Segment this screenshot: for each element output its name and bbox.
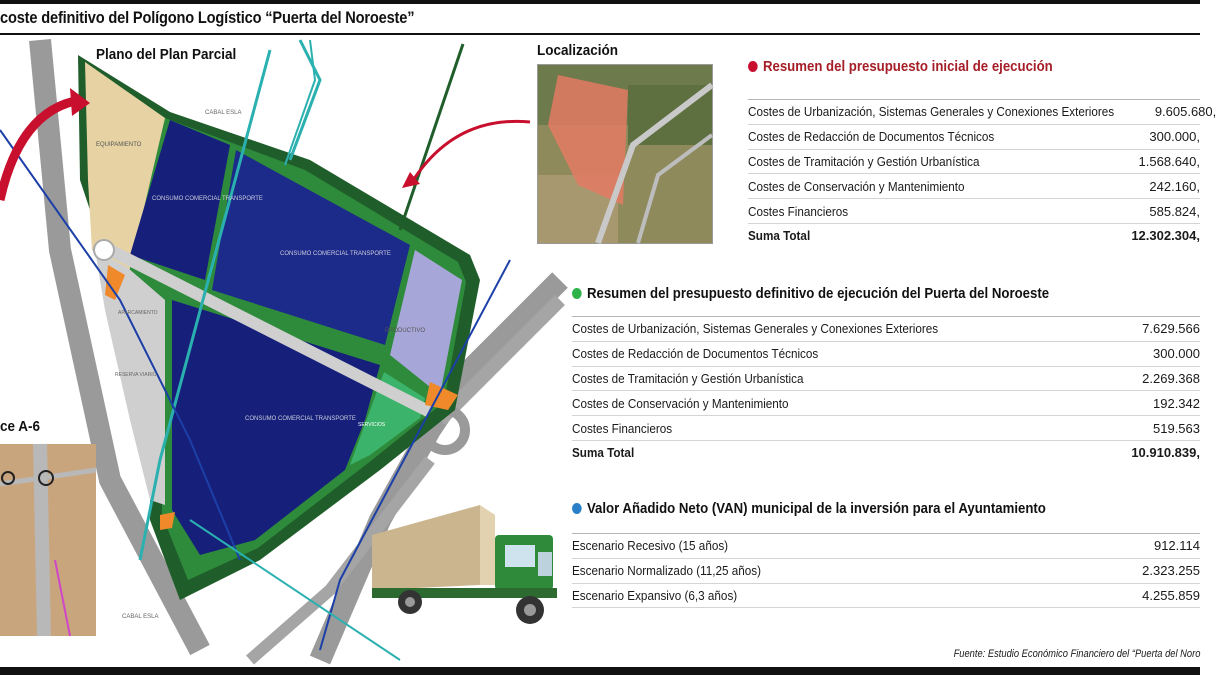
localizacion-label: Localización — [537, 42, 619, 59]
zone-label-servicios: SERVICIOS — [358, 422, 386, 428]
row-label: Escenario Expansivo (6,3 años) — [572, 587, 738, 603]
label-cabal-bottom: CABAL ESLA — [122, 614, 159, 620]
total-value: 10.910.839, — [1131, 445, 1200, 461]
zone-label-consumo-3: CONSUMO COMERCIAL TRANSPORTE — [245, 416, 356, 422]
bottom-bar — [0, 667, 1200, 675]
initial-budget-heading — [748, 58, 1146, 75]
zone-label-equipamiento: EQUIPAMIENTO — [96, 142, 142, 148]
table-row — [572, 534, 1200, 559]
plan-label: Plano del Plan Parcial — [96, 46, 237, 63]
van-heading-text: Valor Añadido Neto (VAN) municipal de la inversión para el Ayuntamiento — [586, 500, 1046, 517]
table-row — [748, 199, 1200, 224]
table-total-row — [748, 224, 1200, 248]
van-section — [572, 500, 1200, 608]
canal-top — [290, 40, 320, 160]
localizacion-photo — [537, 64, 713, 244]
red-dot-icon — [748, 61, 758, 72]
table-row — [572, 367, 1200, 392]
table-row — [572, 342, 1200, 367]
page-title: coste definitivo del Polígono Logístico “Puerta del Noroeste” — [0, 8, 415, 27]
table-row — [748, 100, 1216, 125]
final-budget-section — [572, 285, 1200, 465]
row-value: 2.323.255 — [1142, 563, 1200, 579]
row-value: 9.605.680, — [1154, 104, 1216, 120]
row-value: 7.629.566 — [1142, 321, 1200, 337]
plan-map — [0, 36, 560, 666]
plan-map-drawing — [0, 36, 560, 666]
row-value: 519.563 — [1153, 420, 1200, 436]
table-row — [572, 584, 1200, 609]
table-total-row — [572, 441, 1200, 465]
table-row — [748, 174, 1200, 199]
van-table — [572, 533, 1200, 608]
row-label: Costes de Tramitación y Gestión Urbanística — [572, 370, 804, 386]
row-label: Escenario Normalizado (11,25 años) — [572, 563, 762, 579]
total-label: Suma Total — [748, 228, 811, 244]
table-row — [572, 317, 1200, 342]
total-value: 12.302.304, — [1131, 228, 1200, 244]
row-value: 300.000, — [1149, 129, 1200, 145]
title-divider — [0, 33, 1200, 35]
localizacion-aerial — [538, 65, 712, 243]
row-label: Costes de Urbanización, Sistemas Generales y Conexiones Exteriores — [748, 104, 1115, 120]
initial-budget-table — [748, 99, 1216, 248]
row-label: Costes de Redacción de Documentos Técnicos — [572, 346, 819, 362]
red-arrow-right — [412, 121, 530, 182]
blue-dot-icon — [572, 503, 582, 514]
row-value: 585.824, — [1149, 203, 1200, 219]
inset-a6-label: ce A-6 — [0, 418, 41, 435]
node-circle — [94, 240, 114, 260]
zone-label-consumo-2: CONSUMO COMERCIAL TRANSPORTE — [280, 251, 391, 257]
total-label: Suma Total — [572, 445, 635, 461]
final-budget-heading-text: Resumen del presupuesto definitivo de ejecución del Puerta del Noroeste — [586, 285, 1050, 302]
row-label: Costes de Conservación y Mantenimiento — [572, 395, 789, 411]
row-label: Costes de Redacción de Documentos Técnicos — [748, 129, 995, 145]
table-row — [748, 125, 1200, 150]
table-row — [572, 416, 1200, 441]
row-label: Costes de Tramitación y Gestión Urbanística — [748, 153, 980, 169]
table-row — [572, 559, 1200, 584]
row-value: 242.160, — [1149, 178, 1200, 194]
initial-budget-heading-text: Resumen del presupuesto inicial de ejecución — [762, 58, 1053, 75]
row-label: Costes Financieros — [572, 420, 673, 436]
initial-budget-section — [748, 58, 1216, 248]
row-value: 4.255.859 — [1142, 587, 1200, 603]
row-label: Escenario Recesivo (15 años) — [572, 538, 729, 554]
truck-illustration — [372, 505, 557, 624]
van-heading — [572, 500, 1125, 517]
final-budget-heading — [572, 285, 1125, 302]
green-dot-icon — [572, 288, 582, 299]
source-note: Fuente: Estudio Económico Financiero del “Puerta del Noro — [953, 648, 1200, 660]
row-label: Costes Financieros — [748, 203, 849, 219]
label-cabal-top: CABAL ESLA — [205, 110, 242, 116]
row-label: Costes de Conservación y Mantenimiento — [748, 178, 965, 194]
row-label: Costes de Urbanización, Sistemas Generales y Conexiones Exteriores — [572, 321, 939, 337]
green-line — [400, 44, 463, 230]
table-row — [572, 391, 1200, 416]
table-row — [748, 150, 1200, 175]
row-value: 912.114 — [1153, 538, 1200, 554]
row-value: 2.269.368 — [1142, 370, 1200, 386]
row-value: 1.568.640, — [1138, 153, 1200, 169]
row-value: 192.342 — [1153, 395, 1200, 411]
zone-label-reserva: RESERVA VIARIO — [115, 372, 157, 378]
zone-label-consumo-1: CONSUMO COMERCIAL TRANSPORTE — [152, 196, 263, 202]
top-bar — [0, 0, 1200, 4]
zone-label-productivo: PRODUCTIVO — [385, 328, 426, 334]
row-value: 300.000 — [1153, 346, 1200, 362]
zone-label-aparcamiento: APARCAMIENTO — [118, 310, 158, 316]
final-budget-table — [572, 316, 1200, 465]
